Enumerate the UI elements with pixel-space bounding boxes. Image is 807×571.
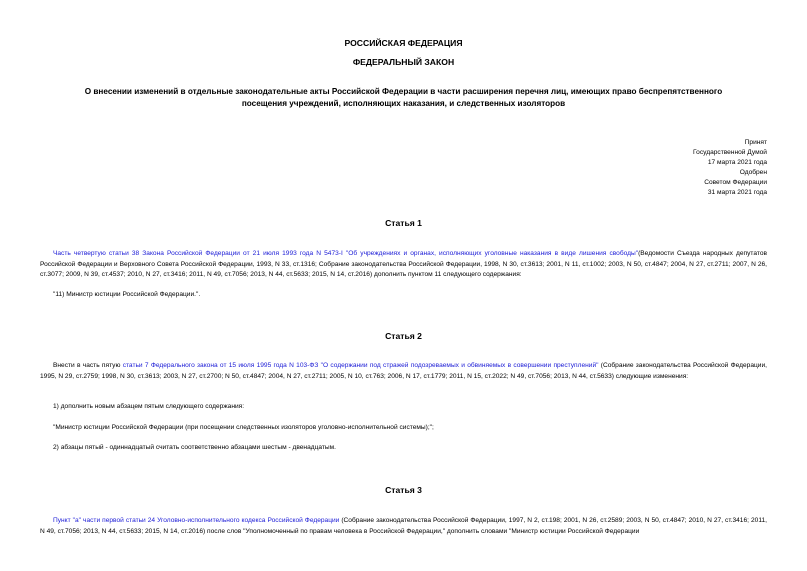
article-2-heading: Статья 2 [385,331,422,341]
law-title [48,86,759,110]
article-1-link[interactable]: Часть четвертую статьи 38 Закона Российской Федерации от 21 июля 1993 года N 5473-I "Об учреждениях и органах, исполняющих уголовные наказания в виде лишения свободы" [53,250,639,257]
approved-by: Советом Федерации [704,179,767,186]
law-title-line-1: О внесении изменений в отдельные законодательные акты Российской Федерации в части расширения перечня лиц, имеющих право беспрепятственного [84,87,723,96]
article-2-link[interactable]: статьи 7 Федерального закона от 15 июля 1995 года N 103-ФЗ "О содержании под стражей подозреваемых и обвиняемых в совершении преступлений" [122,362,599,369]
law-title-line-2: посещения учреждений, исполняющих наказания, и следственных изоляторов [241,99,566,108]
article-3-heading: Статья 3 [385,485,422,495]
article-2-text: (Собрание законодательства Российской Федерации, 1995, N 29, ст.2759; 1998, N 30, ст.3613; 2003, N 27, ст.2700; N 50, ст.4847; 2004, N 27, ст.2711; 2005, N 10, ст.763; 2006, N 17, ст.1779; 2011, N 15, ст.2022; N 49, ст.7056; 2013, N 44, ст.5633) следующие изменения: [40,362,767,380]
accepted-by: Государственной Думой [693,149,767,156]
approved-label: Одобрен [739,169,767,176]
article-1-item-11: "11) Министр юстиции Российской Федерации.". [53,291,201,298]
article-3-paragraph [40,516,767,537]
article-2-item-1: 1) дополнить новым абзацем пятым следующего содержания: [53,403,245,410]
article-1-text: (Ведомости Съезда народных депутатов Российской Федерации и Верховного Совета Российской Федерации, 1993, N 33, ст.1316; Собрание законодательства Российской Федерации, 1998, N 30, ст.3613; 2001, N 11, ст.1002; 2003, N 50, ст.4847; 2004, N 27, ст.2711; 2007, N 26, ст.3077; 2009, N 39, ст.4537; 2010, N 27, ст.3416; 2011, N 49, ст.7056; 2013, N 44, ст.5633; 2015, N 14, ст.2016) дополнить пунктом 11 следующего содержания: [40,250,767,279]
adoption-block [693,138,767,198]
article-2-paragraph [40,361,767,382]
accepted-date: 17 марта 2021 года [707,159,767,166]
article-2-prefix: Внести в часть пятую [53,362,123,369]
article-3-link[interactable]: Пункт "а" части первой статьи 24 Уголовно-исполнительного кодекса Российской Федерации [53,517,340,524]
approved-date: 31 марта 2021 года [707,189,767,196]
article-3-text: (Собрание законодательства Российской Федерации, 1997, N 2, ст.198; 2001, N 26, ст.2589; 2003, N 50, ст.4847; 2010, N 27, ст.3416; 2011, N 49, ст.7056; 2013, N 44, ст.5633; 2015, N 14, ст.2016) после слов "Уполномоченный по правам человека в Российской Федерации," дополнить словами "Министр юстиции Российской Федерации [40,517,767,535]
article-2-item-1-quote: "Министр юстиции Российской Федерации (при посещении следственных изоляторов уголовно-исполнительной системы);"; [53,424,434,431]
article-1-heading: Статья 1 [385,218,422,228]
article-1-paragraph [40,249,767,281]
country-heading: РОССИЙСКАЯ ФЕДЕРАЦИЯ [344,38,463,48]
accepted-label: Принят [744,139,767,146]
article-2-item-2: 2) абзацы пятый - одиннадцатый считать соответственно абзацами шестым - двенадцатым. [53,444,337,451]
law-type-heading: ФЕДЕРАЛЬНЫЙ ЗАКОН [352,57,455,67]
